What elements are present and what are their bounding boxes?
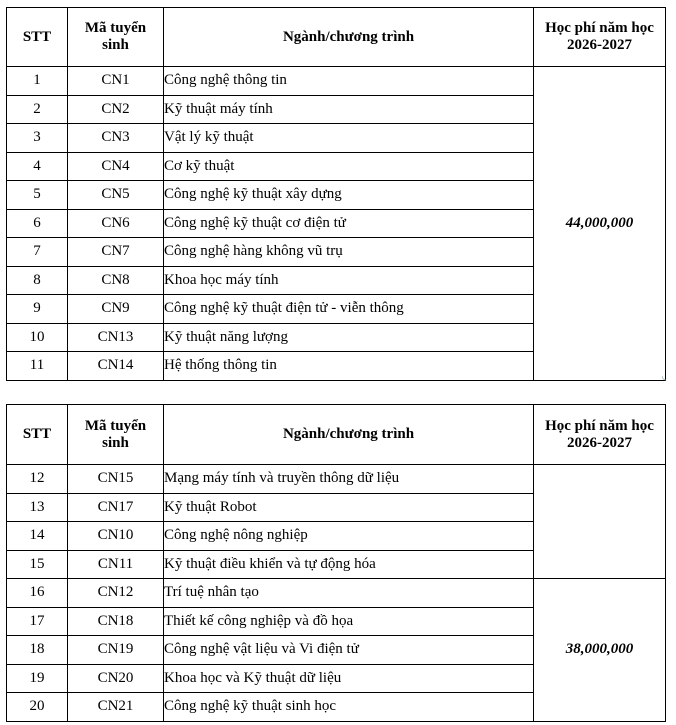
- header-program: Ngành/chương trình: [164, 8, 534, 67]
- row-stt: 4: [7, 152, 68, 181]
- header-code-line1: Mã tuyển: [84, 417, 147, 434]
- table-row: [7, 579, 666, 608]
- row-program: Vật lý kỹ thuật: [164, 124, 534, 153]
- header-fee-line1: Học phí năm học: [545, 417, 654, 434]
- row-stt: 18: [7, 636, 68, 665]
- row-program: Hệ thống thông tin: [164, 352, 534, 381]
- header-fee: [534, 8, 666, 67]
- row-code: CN14: [68, 352, 164, 381]
- row-stt: 20: [7, 693, 68, 722]
- table-header-row: [7, 405, 666, 465]
- row-stt: 12: [7, 465, 68, 494]
- header-stt: STT: [7, 8, 68, 67]
- fee-table-2: [6, 404, 666, 722]
- header-fee-line1: Học phí năm học: [545, 20, 654, 36]
- row-stt: 11: [7, 352, 68, 381]
- row-program: Công nghệ kỹ thuật điện tử - viễn thông: [164, 295, 534, 324]
- row-program: Công nghệ kỹ thuật sinh học: [164, 693, 534, 722]
- row-stt: 6: [7, 209, 68, 238]
- row-program: Kỹ thuật máy tính: [164, 95, 534, 124]
- row-program: Kỹ thuật năng lượng: [164, 323, 534, 352]
- row-code: CN6: [68, 209, 164, 238]
- row-stt: 10: [7, 323, 68, 352]
- header-fee: [534, 405, 666, 465]
- header-code: [68, 405, 164, 465]
- row-program: Công nghệ thông tin: [164, 67, 534, 96]
- row-program: Khoa học máy tính: [164, 266, 534, 295]
- row-code: CN8: [68, 266, 164, 295]
- row-program: Công nghệ kỹ thuật xây dựng: [164, 181, 534, 210]
- header-code-line2: sinh: [102, 434, 129, 451]
- row-code: CN13: [68, 323, 164, 352]
- row-code: CN10: [68, 522, 164, 551]
- fee-value: 38,000,000: [534, 579, 666, 722]
- table-header-row: [7, 8, 666, 67]
- row-code: CN4: [68, 152, 164, 181]
- row-stt: 16: [7, 579, 68, 608]
- table-row: [7, 465, 666, 494]
- header-fee-line2: 2026-2027: [567, 37, 632, 53]
- row-program: Công nghệ hàng không vũ trụ: [164, 238, 534, 267]
- row-stt: 9: [7, 295, 68, 324]
- row-code: CN20: [68, 664, 164, 693]
- row-code: CN17: [68, 493, 164, 522]
- header-stt: STT: [7, 405, 68, 465]
- resize-handle-icon: ◟: [662, 369, 667, 382]
- row-program: Kỹ thuật Robot: [164, 493, 534, 522]
- row-code: CN11: [68, 550, 164, 579]
- header-fee-line2: 2026-2027: [567, 434, 632, 451]
- row-program: Kỹ thuật điều khiển và tự động hóa: [164, 550, 534, 579]
- row-code: CN3: [68, 124, 164, 153]
- row-stt: 5: [7, 181, 68, 210]
- row-stt: 3: [7, 124, 68, 153]
- fee-value-empty: [534, 465, 666, 579]
- row-code: CN19: [68, 636, 164, 665]
- row-program: Cơ kỹ thuật: [164, 152, 534, 181]
- row-stt: 15: [7, 550, 68, 579]
- row-stt: 17: [7, 607, 68, 636]
- row-code: CN21: [68, 693, 164, 722]
- table-row: [7, 67, 666, 96]
- row-program: Mạng máy tính và truyền thông dữ liệu: [164, 465, 534, 494]
- fee-table-1: [6, 7, 666, 381]
- header-code-line1: Mã tuyển: [84, 20, 147, 36]
- fee-value: 44,000,000: [534, 67, 666, 381]
- row-code: CN9: [68, 295, 164, 324]
- header-code-line2: sinh: [102, 37, 129, 53]
- row-stt: 13: [7, 493, 68, 522]
- row-stt: 14: [7, 522, 68, 551]
- row-program: Công nghệ kỹ thuật cơ điện tử: [164, 209, 534, 238]
- header-program: Ngành/chương trình: [164, 405, 534, 465]
- row-program: Trí tuệ nhân tạo: [164, 579, 534, 608]
- row-code: CN12: [68, 579, 164, 608]
- row-program: Công nghệ vật liệu và Vi điện tử: [164, 636, 534, 665]
- row-stt: 1: [7, 67, 68, 96]
- row-code: CN15: [68, 465, 164, 494]
- row-stt: 19: [7, 664, 68, 693]
- row-code: CN18: [68, 607, 164, 636]
- row-program: Công nghệ nông nghiệp: [164, 522, 534, 551]
- row-program: Thiết kế công nghiệp và đồ họa: [164, 607, 534, 636]
- row-code: CN1: [68, 67, 164, 96]
- row-code: CN5: [68, 181, 164, 210]
- row-program: Khoa học và Kỹ thuật dữ liệu: [164, 664, 534, 693]
- header-code: [68, 8, 164, 67]
- row-code: CN2: [68, 95, 164, 124]
- row-stt: 7: [7, 238, 68, 267]
- row-stt: 2: [7, 95, 68, 124]
- row-stt: 8: [7, 266, 68, 295]
- row-code: CN7: [68, 238, 164, 267]
